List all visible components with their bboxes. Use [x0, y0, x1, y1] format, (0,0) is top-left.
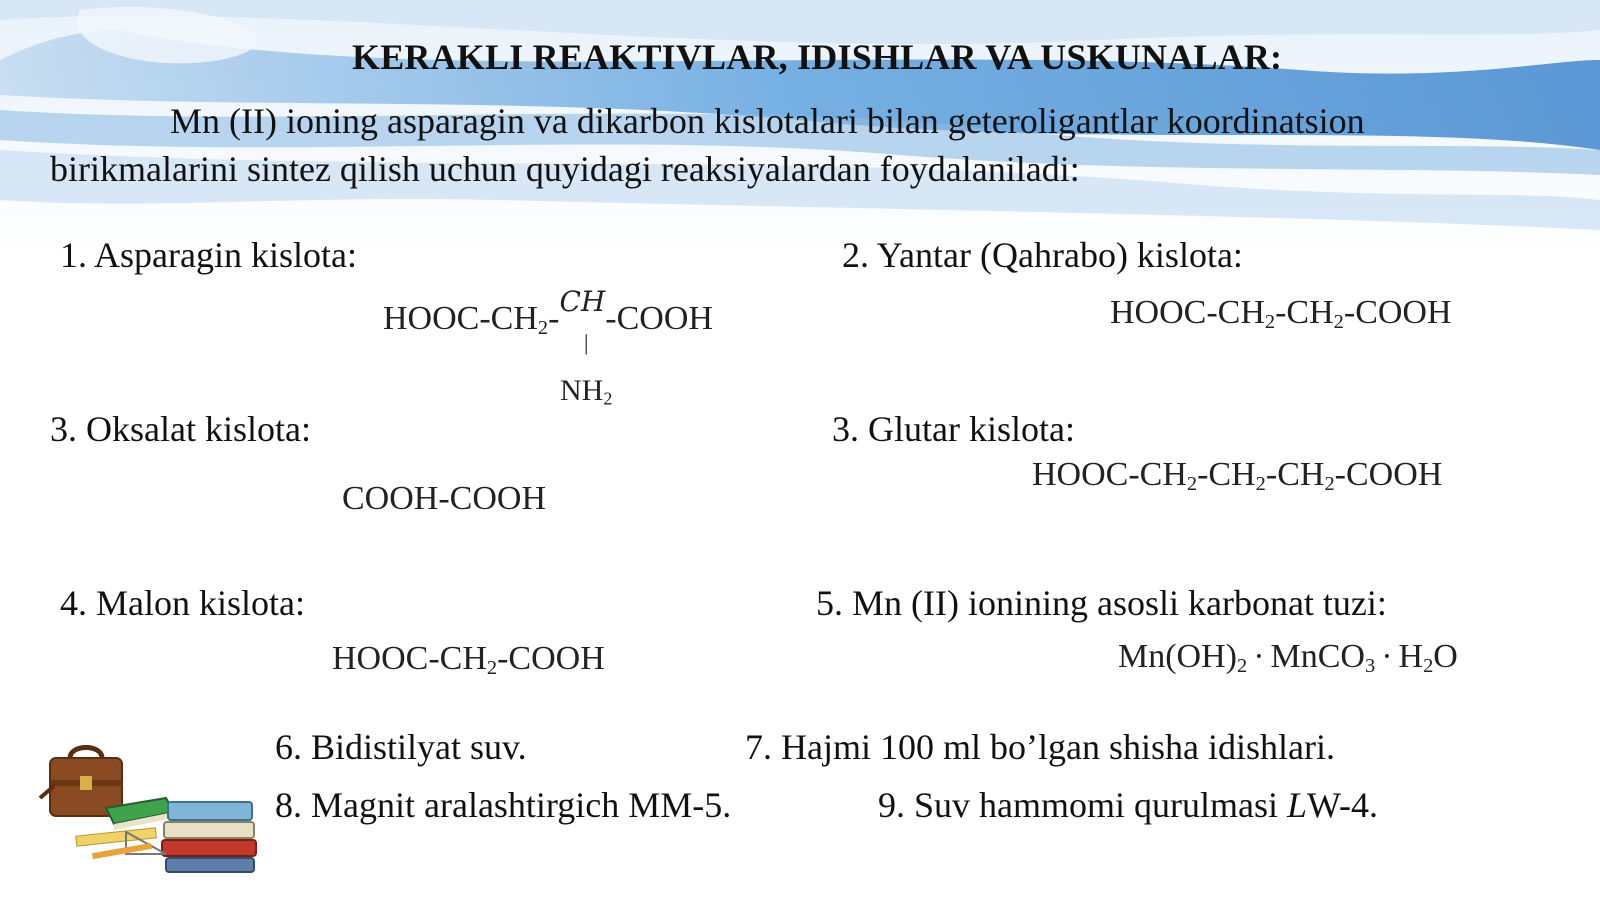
- karbonat-formula: [1118, 638, 1458, 678]
- malon-formula: [332, 640, 605, 680]
- hammom-label: [878, 784, 1378, 826]
- asparagin-bond-line: |: [584, 330, 589, 355]
- yantar-label: 2. Yantar (Qahrabo) kislota:: [842, 235, 1243, 275]
- malon-label: 4. Malon kislota:: [60, 583, 305, 623]
- karbonat-dot-2: ·: [1381, 638, 1393, 675]
- yantar-part-3: -COOH: [1343, 294, 1452, 331]
- idish-label: 7. Hajmi 100 ml bo’lgan shisha idishlari.: [745, 727, 1335, 767]
- yantar-part-1: HOOC-CH: [1110, 294, 1265, 331]
- hammom-label-c: W-4.: [1307, 785, 1379, 825]
- malon-sub-1: 2: [486, 657, 498, 680]
- karbonat-part-2: MnCO: [1270, 638, 1365, 675]
- asparagin-formula: [383, 285, 713, 340]
- asparagin-formula-sub: 2: [537, 317, 549, 340]
- karbonat-part-4: O: [1433, 638, 1458, 675]
- asparagin-formula-right: -COOH: [605, 300, 713, 337]
- glutar-part-3: -CH: [1265, 456, 1325, 493]
- glutar-sub-3: 2: [1324, 473, 1335, 496]
- glutar-part-1: HOOC-CH: [1032, 456, 1187, 493]
- asparagin-nh: NH: [560, 374, 604, 407]
- karbonat-part-1: Mn(OH): [1118, 638, 1237, 675]
- malon-part-2: -COOH: [497, 640, 605, 677]
- asparagin-formula-ch: CH: [559, 285, 606, 318]
- oksalat-formula: COOH-COOH: [342, 480, 546, 517]
- glutar-label: 3. Glutar kislota:: [832, 409, 1075, 449]
- hammom-label-a: 9. Suv hammomi qurulmasi: [878, 785, 1287, 825]
- yantar-sub-2: 2: [1333, 311, 1344, 334]
- asparagin-formula-dash: -: [548, 300, 560, 337]
- suv-label: 6. Bidistilyat suv.: [275, 727, 527, 767]
- karbonat-sub-3: 2: [1423, 655, 1434, 678]
- karbonat-dot-1: ·: [1253, 638, 1265, 675]
- karbonat-sub-2: 3: [1364, 655, 1376, 678]
- glutar-sub-2: 2: [1255, 473, 1266, 496]
- asparagin-label: 1. Asparagin kislota:: [60, 235, 357, 275]
- malon-part-1: HOOC-CH: [332, 640, 487, 677]
- yantar-formula: [1110, 294, 1452, 334]
- asparagin-amine-group: [560, 374, 612, 410]
- asparagin-formula-left: HOOC-CH: [383, 300, 538, 337]
- yantar-part-2: -CH: [1275, 294, 1334, 331]
- karbonat-sub-1: 2: [1236, 655, 1248, 678]
- karbonat-part-3: H: [1398, 638, 1424, 675]
- glutar-formula: [1032, 456, 1442, 496]
- glutar-part-4: -COOH: [1334, 456, 1443, 493]
- oksalat-label: 3. Oksalat kislota:: [50, 409, 311, 449]
- glutar-part-2: -CH: [1197, 456, 1256, 493]
- intro-text-line-1: Mn (II) ioning asparagin va dikarbon kislotalari bilan geteroligantlar koordinatsion: [170, 101, 1365, 141]
- intro-text-line-2: birikmalarini sintez qilish uchun quyidagi reaksiyalardan foydalaniladi:: [50, 149, 1080, 189]
- asparagin-nh-sub: 2: [603, 388, 613, 409]
- magnit-label: 8. Magnit aralashtirgich MM-5.: [275, 785, 732, 825]
- yantar-sub-1: 2: [1264, 311, 1276, 334]
- slide-title: KERAKLI REAKTIVLAR, IDISHLAR VA USKUNALAR:: [352, 37, 1283, 77]
- glutar-sub-1: 2: [1186, 473, 1198, 496]
- books-and-briefcase-icon: [36, 736, 266, 876]
- karbonat-label: 5. Mn (II) ionining asosli karbonat tuzi:: [816, 583, 1387, 623]
- hammom-label-b: L: [1287, 785, 1308, 825]
